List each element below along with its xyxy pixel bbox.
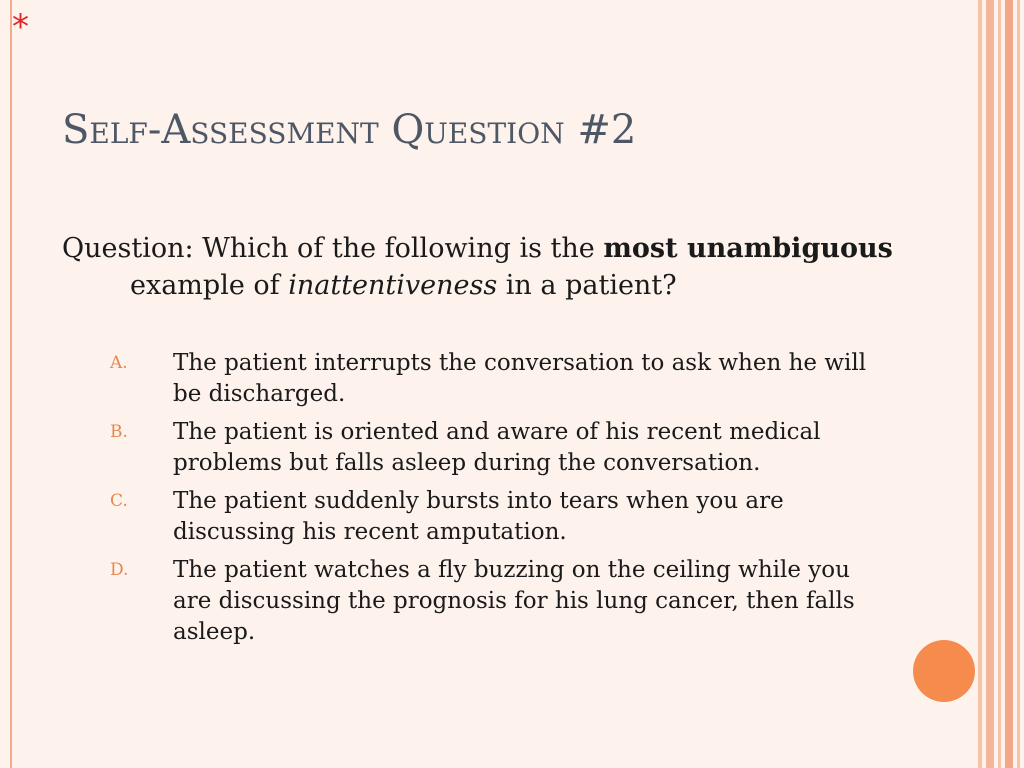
option-letter: B. — [110, 422, 128, 442]
slide-title: Self-Assessment Question #2 — [62, 107, 637, 153]
question-suffix: in a patient? — [497, 270, 677, 301]
left-border-line — [10, 0, 12, 768]
option-c — [110, 486, 880, 548]
question-text — [62, 230, 960, 304]
option-d — [110, 555, 880, 648]
option-letter: D. — [110, 560, 129, 580]
question-bold: most unambiguous — [603, 233, 893, 264]
asterisk-icon: * — [12, 7, 29, 47]
option-text: The patient is oriented and aware of his recent medical problems but falls asleep during the conversation. — [173, 419, 821, 476]
option-letter: C. — [110, 491, 128, 511]
option-b — [110, 417, 880, 479]
answer-options — [110, 348, 880, 655]
right-border-stripes — [978, 0, 1024, 768]
decorative-circle-icon — [913, 640, 975, 702]
question-italic: inattentiveness — [288, 270, 498, 301]
question-middle: example of — [130, 270, 289, 301]
option-a — [110, 348, 880, 410]
option-text: The patient watches a fly buzzing on the ceiling while you are discussing the prognosis for his lung cancer, then falls asleep. — [173, 557, 855, 645]
question-prefix: Question: Which of the following is the — [62, 233, 604, 264]
option-text: The patient suddenly bursts into tears when you are discussing his recent amputation. — [173, 488, 784, 545]
option-letter: A. — [110, 353, 128, 373]
option-text: The patient interrupts the conversation to ask when he will be discharged. — [173, 350, 867, 407]
